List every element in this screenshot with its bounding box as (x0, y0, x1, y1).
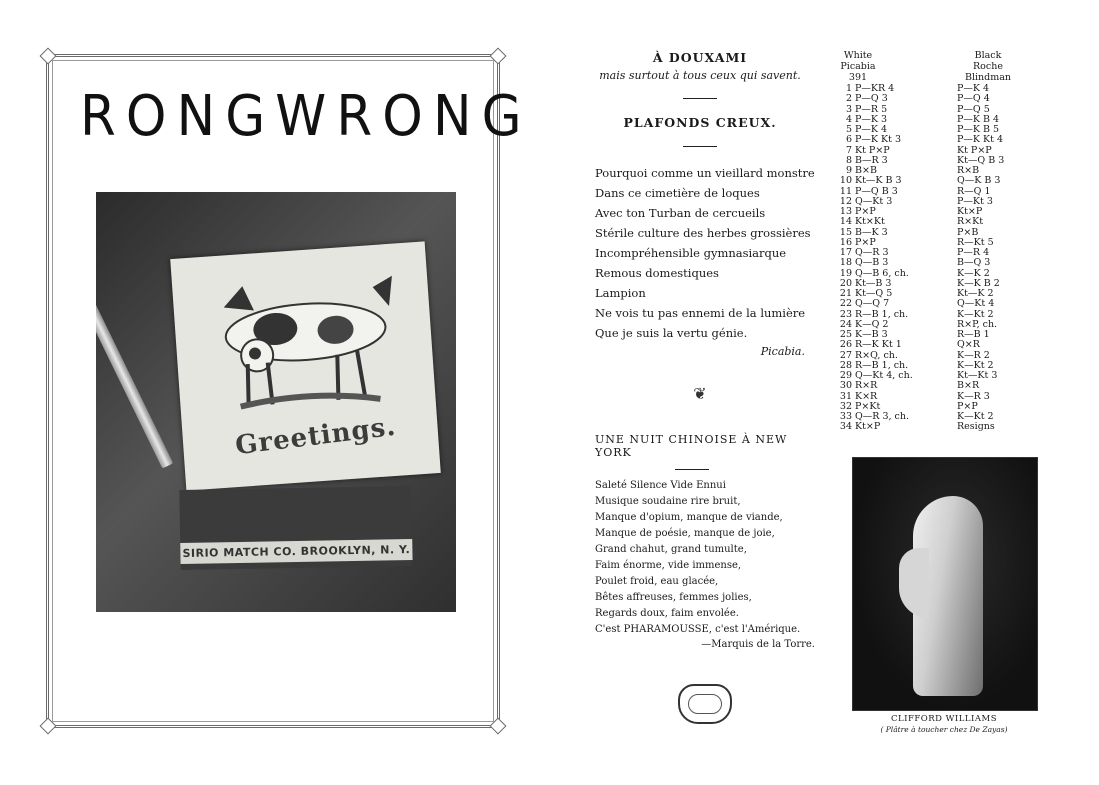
chess-move-row (838, 340, 1038, 350)
black-player-header (938, 50, 1038, 83)
black-move: P—Kt 3 (957, 195, 993, 207)
poem-signature: —Marquis de la Torre. (701, 639, 815, 650)
chess-move-row (838, 299, 1038, 309)
poem-line: Lampion (595, 286, 646, 300)
poem-line: Manque d'opium, manque de viande, (595, 512, 783, 523)
black-move: Q—K B 3 (957, 175, 1001, 187)
black-move: P×B (957, 226, 979, 238)
black-move: P—K B 5 (957, 124, 1000, 135)
black-move: R×P, ch. (957, 318, 998, 330)
black-move: Q×R (957, 339, 980, 351)
black-move: P—Q 5 (957, 103, 990, 115)
white-move: P×Kt (855, 400, 881, 412)
frame-corner-ornament (40, 718, 57, 735)
black-move: K—Kt 2 (957, 359, 994, 371)
move-number: 14 (839, 216, 852, 228)
white-move: Q—Kt 3 (855, 195, 893, 207)
white-move: P—KR 4 (855, 83, 895, 94)
frame-corner-ornament (490, 48, 507, 65)
white-move: K—B 3 (855, 329, 888, 340)
move-number: 31 (839, 390, 852, 402)
black-move: K—R 2 (957, 349, 990, 361)
chess-game-score (838, 50, 1038, 433)
move-number: 19 (839, 267, 852, 279)
poem-plafonds-creux (595, 50, 815, 403)
matchbook-cover (170, 241, 441, 490)
matchbook-greeting: Greetings. (233, 411, 398, 462)
black-move: Kt—Q B 3 (957, 154, 1005, 166)
move-number: 18 (839, 257, 852, 269)
poem-line: C'est PHARAMOUSSE, c'est l'Amérique. (595, 624, 801, 635)
dogs-illustration-icon (191, 254, 421, 419)
white-move: B×B (855, 165, 877, 176)
poem-line: Avec ton Turban de cercueils (595, 206, 766, 220)
move-number: 7 (845, 144, 852, 156)
poem-line: Incompréhensible gymnasiarque (595, 246, 787, 260)
frame-corner-ornament (490, 718, 507, 735)
black-move: P×P (957, 400, 978, 412)
chess-move-row (838, 135, 1038, 145)
matchbook-strip-label: SIRIO MATCH CO. BROOKLYN, N. Y. (180, 539, 412, 564)
move-number: 10 (839, 175, 852, 187)
move-number: 8 (845, 154, 852, 166)
white-move: Q—R 3 (855, 247, 889, 258)
black-move: P—R 4 (957, 247, 990, 258)
poem-line: Regards doux, faim envolée. (595, 608, 739, 619)
move-number: 15 (839, 226, 852, 238)
move-number: 20 (839, 277, 852, 289)
move-number: 12 (839, 195, 852, 207)
poem-lines (595, 478, 815, 638)
frame-corner-ornament (40, 48, 57, 65)
caption-title: CLIFFORD WILLIAMS (890, 714, 998, 724)
chess-move-row (838, 381, 1038, 391)
black-player-affiliation: Blindman (964, 72, 1012, 83)
black-move: P—K 4 (957, 83, 990, 94)
white-move: B—R 3 (855, 154, 888, 166)
poem-line: Poulet froid, eau glacée, (595, 576, 719, 587)
black-move: R—Kt 5 (957, 236, 994, 248)
poem-line: Bêtes affreuses, femmes jolies, (595, 592, 752, 603)
chess-moves-list (838, 84, 1038, 433)
move-number: 30 (839, 380, 852, 392)
move-number: 1 (845, 83, 852, 94)
sculpture-photo (852, 457, 1038, 711)
white-move: R×R (855, 380, 878, 392)
move-number: 16 (839, 236, 852, 248)
poem-line: Manque de poésie, manque de joie, (595, 528, 775, 539)
black-move: R×B (957, 165, 980, 176)
white-move: Q—Q 7 (855, 298, 890, 310)
move-number: 34 (839, 421, 852, 433)
move-number: 2 (845, 93, 852, 105)
white-move: P—K 3 (855, 113, 888, 125)
white-move: P—Q 3 (855, 93, 888, 105)
move-number: 25 (839, 329, 852, 340)
white-move: Q—B 3 (855, 257, 889, 269)
black-move: K—K B 2 (957, 277, 1000, 289)
poem-line: Musique soudaine rire bruit, (595, 496, 741, 507)
black-move: B—Q 3 (957, 257, 991, 269)
move-number: 4 (845, 113, 852, 125)
chess-move-row (838, 217, 1038, 227)
move-number: 9 (845, 165, 852, 176)
poem-line: Saleté Silence Vide Ennui (595, 480, 726, 491)
white-label: White (843, 50, 873, 61)
poem-line: Grand chahut, grand tumulte, (595, 544, 747, 555)
black-move: K—K 2 (957, 267, 990, 279)
divider-rule (683, 98, 717, 99)
move-number: 27 (839, 349, 852, 361)
black-move: Kt P×P (957, 144, 992, 156)
white-move: B—K 3 (855, 226, 888, 238)
black-move: P—K B 4 (957, 113, 1000, 125)
black-move: K—Kt 2 (957, 411, 994, 422)
black-move: P—K Kt 4 (957, 134, 1003, 146)
white-player-header (838, 50, 878, 83)
move-number: 13 (839, 206, 852, 217)
poem-signature: Picabia. (760, 345, 805, 358)
matchbook-photo (96, 192, 456, 612)
white-move: R—K Kt 1 (855, 339, 902, 351)
match-stick (96, 283, 173, 468)
chess-header (838, 50, 1038, 83)
white-move: P—K Kt 3 (855, 134, 901, 146)
white-move: Kt—B 3 (855, 277, 892, 289)
sculpture-form (899, 548, 929, 618)
poem-line: Dans ce cimetière de loques (595, 186, 760, 200)
black-move: R—Q 1 (957, 185, 991, 197)
move-number: 28 (839, 359, 852, 371)
poem-title: UNE NUIT CHINOISE À NEW YORK (595, 433, 788, 459)
dedication-title: À DOUXAMI (652, 50, 748, 65)
fleuron-icon: ❦ (693, 384, 707, 403)
move-number: 26 (839, 339, 852, 351)
poem-line: Pourquoi comme un vieillard monstre (595, 166, 815, 180)
white-move: Kt P×P (855, 144, 890, 156)
black-move: Kt×P (957, 206, 983, 217)
chess-move-row (838, 422, 1038, 432)
poem-line: Faim énorme, vide immense, (595, 560, 742, 571)
white-move: Q—R 3, ch. (855, 411, 910, 422)
black-move: Kt—K 2 (957, 288, 994, 299)
black-move: Resigns (957, 421, 995, 433)
white-move: P×P (855, 236, 876, 248)
white-move: Kt×Kt (855, 216, 885, 228)
white-player-name: Picabia (840, 61, 876, 72)
chess-move-row (838, 176, 1038, 186)
poem-line: Remous domestiques (595, 266, 719, 280)
white-move: Kt—Q 5 (855, 288, 893, 299)
caption-subtitle: ( Plâtre à toucher chez De Zayas) (880, 725, 1008, 734)
black-label: Black (974, 50, 1002, 61)
white-player-affiliation: 391 (848, 72, 868, 83)
poem-title: PLAFONDS CREUX. (623, 115, 777, 130)
black-move: K—Kt 2 (957, 308, 994, 320)
white-move: P—K 4 (855, 124, 888, 135)
move-number: 17 (839, 247, 852, 258)
divider-rule (675, 469, 709, 470)
poem-line: Stérile culture des herbes grossières (595, 226, 811, 240)
move-number: 11 (839, 185, 852, 197)
white-move: Q—Kt 4, ch. (855, 370, 913, 381)
white-move: Q—B 6, ch. (855, 267, 909, 279)
white-move: R×Q, ch. (855, 349, 898, 361)
move-number: 24 (839, 318, 852, 330)
black-move: Q—Kt 4 (957, 298, 995, 310)
move-number: 6 (845, 134, 852, 146)
dedication-subtitle: mais surtout à tous ceux qui savent. (599, 69, 801, 82)
poem-line: Ne vois tu pas ennemi de la lumière (595, 306, 806, 320)
chess-move-row (838, 94, 1038, 104)
black-move: Kt—Kt 3 (957, 370, 998, 381)
white-move: P—Q B 3 (855, 185, 898, 197)
white-move: K×R (855, 390, 878, 402)
black-move: K—R 3 (957, 390, 990, 402)
black-player-name: Roche (973, 61, 1003, 72)
poem-line: Que je suis la vertu génie. (595, 326, 748, 340)
poem-lines (595, 163, 815, 343)
divider-rule (683, 146, 717, 147)
move-number: 3 (845, 103, 852, 115)
sculpture-caption (852, 714, 1036, 734)
move-number: 5 (845, 124, 852, 135)
masthead-title: RONGWRONG (80, 84, 532, 149)
white-move: Kt×P (855, 421, 881, 433)
move-number: 32 (839, 400, 852, 412)
move-number: 23 (839, 308, 852, 320)
white-move: R—B 1, ch. (855, 308, 909, 320)
white-move: R—B 1, ch. (855, 359, 909, 371)
white-move: K—Q 2 (855, 318, 889, 330)
black-move: R×Kt (957, 216, 984, 228)
cartouche-ornament-icon (678, 684, 732, 724)
white-move: P×P (855, 206, 876, 217)
black-move: B×R (957, 380, 980, 392)
black-move: R—B 1 (957, 329, 990, 340)
move-number: 21 (839, 288, 852, 299)
matchbook-strip (179, 486, 412, 570)
poem-nuit-chinoise (595, 433, 815, 650)
white-move: Kt—K B 3 (855, 175, 902, 187)
black-move: P—Q 4 (957, 93, 990, 105)
move-number: 33 (839, 411, 852, 422)
chess-move-row (838, 258, 1038, 268)
move-number: 22 (839, 298, 852, 310)
white-move: P—R 5 (855, 103, 888, 115)
move-number: 29 (839, 370, 852, 381)
